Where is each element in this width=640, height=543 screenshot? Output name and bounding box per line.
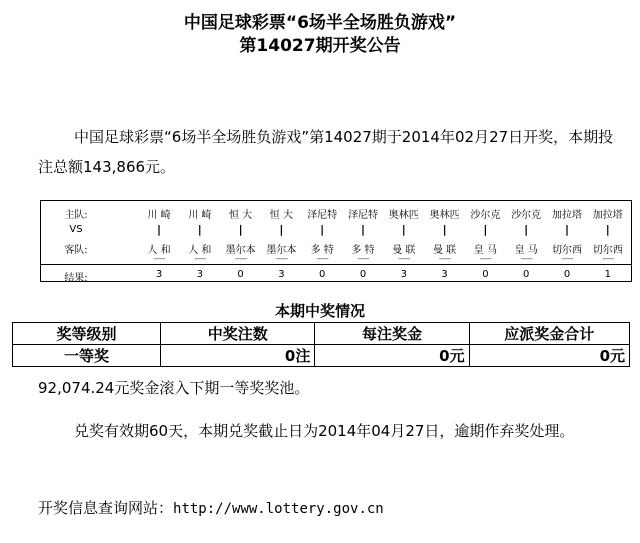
vs-bar: | xyxy=(238,223,243,236)
dash-separator: ------ xyxy=(194,254,206,263)
match-home-team: 泽尼特 xyxy=(348,210,378,221)
match-result: 3 xyxy=(196,269,203,280)
dash-separator: ------ xyxy=(398,254,410,263)
match-result: 0 xyxy=(359,269,367,280)
validity-paragraph: 兑奖有效期60天，本期兑奖截止日为2014年04月27日，逾期作弃奖处理。 xyxy=(74,422,575,440)
match-home-team: 恒 大 xyxy=(269,210,293,221)
prize-table xyxy=(12,322,630,367)
match-away-team: 曼 联 xyxy=(433,245,457,256)
match-result: 1 xyxy=(604,269,611,280)
dash-separator: ------ xyxy=(438,254,451,263)
vs-bar: | xyxy=(279,223,284,236)
query-line xyxy=(38,497,384,518)
match-away-team: 切尔西 xyxy=(592,245,623,256)
query-label: 开奖信息查询网站： xyxy=(38,499,174,517)
prize-header-total: 应派奖金合计 xyxy=(469,323,629,345)
match-away-team: 墨尔本 xyxy=(225,245,256,256)
vs-bar: | xyxy=(360,223,366,236)
match-column xyxy=(506,201,546,283)
dash-separator: ------ xyxy=(602,254,614,263)
match-away-team: 人 和 xyxy=(147,245,171,256)
match-home-team: 奥林匹 xyxy=(388,210,419,221)
table-row xyxy=(13,345,630,367)
prize-header-per: 每注奖金 xyxy=(315,323,469,345)
dash-separator: ------ xyxy=(153,254,165,263)
vs-bar: | xyxy=(320,223,325,236)
match-away-team: 皇 马 xyxy=(514,245,538,256)
match-column xyxy=(465,201,505,283)
vs-bar: | xyxy=(156,223,162,236)
dash-separator: ------ xyxy=(357,254,369,263)
match-home-team: 加拉塔 xyxy=(592,210,623,221)
prize-per: 0元 xyxy=(315,345,469,367)
match-home-team: 沙尔克 xyxy=(511,210,542,221)
match-column xyxy=(302,201,342,283)
match-column xyxy=(384,201,424,283)
dash-separator: ------ xyxy=(275,254,288,263)
prize-section-title: 本期中奖情况 xyxy=(274,302,365,320)
match-away-team: 皇 马 xyxy=(473,245,497,256)
match-result: 0 xyxy=(237,269,244,280)
match-home-team: 恒 大 xyxy=(229,210,253,221)
dash-separator: ------ xyxy=(479,254,492,263)
query-url[interactable]: http://www.lottery.gov.cn xyxy=(173,501,384,517)
match-result: 0 xyxy=(563,269,571,280)
match-away-team: 多 特 xyxy=(310,245,334,256)
match-column xyxy=(139,201,179,283)
match-table xyxy=(40,200,632,282)
result-label: 结果: xyxy=(64,273,88,284)
prize-level: 一等奖 xyxy=(13,345,161,367)
vs-bar: | xyxy=(605,223,610,236)
match-result: 3 xyxy=(155,269,163,280)
match-column xyxy=(547,201,587,283)
vs-bar: | xyxy=(564,223,570,236)
match-home-team: 加拉塔 xyxy=(552,210,582,221)
prize-count: 0注 xyxy=(161,345,315,367)
dash-separator: ------ xyxy=(234,254,247,263)
match-home-team: 沙尔克 xyxy=(470,210,501,221)
vs-label: VS xyxy=(69,224,83,235)
match-home-team: 川 崎 xyxy=(147,210,171,221)
notice-title-line1: 中国足球彩票“6场半全场胜负游戏” xyxy=(183,13,457,33)
home-label: 主队: xyxy=(64,210,88,221)
match-away-team: 曼 联 xyxy=(392,245,416,256)
match-result: 3 xyxy=(441,269,448,280)
prize-total: 0元 xyxy=(469,345,629,367)
match-column xyxy=(343,201,383,283)
match-result: 3 xyxy=(400,269,407,280)
dash-separator: ------ xyxy=(316,254,328,263)
prize-header-count: 中奖注数 xyxy=(161,323,315,345)
match-column xyxy=(425,201,465,283)
dash-separator: ------ xyxy=(561,254,573,263)
match-away-team: 人 和 xyxy=(188,245,212,256)
match-column xyxy=(588,201,628,283)
vs-bar: | xyxy=(442,223,447,236)
match-away-team: 切尔西 xyxy=(552,245,582,256)
notice-title-line2: 第14027期开奖公告 xyxy=(239,36,401,56)
match-result: 3 xyxy=(278,269,285,280)
match-home-team: 泽尼特 xyxy=(307,210,338,221)
match-column xyxy=(221,201,261,283)
match-result: 0 xyxy=(319,269,326,280)
away-label: 客队: xyxy=(64,245,88,256)
rollover-text: 92,074.24元奖金滚入下期一等奖奖池。 xyxy=(38,379,310,397)
intro-paragraph: 中国足球彩票“6场半全场胜负游戏”第14027期于2014年02月27日开奖，本期投注总额143,866元。 xyxy=(38,128,614,176)
match-column xyxy=(261,201,301,283)
match-result: 0 xyxy=(482,269,489,280)
vs-bar: | xyxy=(524,223,529,236)
match-home-team: 奥林匹 xyxy=(429,210,460,221)
dash-separator: ------ xyxy=(520,254,532,263)
match-away-team: 多 特 xyxy=(351,245,375,256)
match-result: 0 xyxy=(523,269,530,280)
vs-bar: | xyxy=(401,223,406,236)
prize-header-level: 奖等级别 xyxy=(13,323,161,345)
match-away-team: 墨尔本 xyxy=(266,245,297,256)
match-column xyxy=(180,201,220,283)
vs-bar: | xyxy=(197,223,202,236)
match-home-team: 川 崎 xyxy=(188,210,212,221)
vs-bar: | xyxy=(483,223,488,236)
